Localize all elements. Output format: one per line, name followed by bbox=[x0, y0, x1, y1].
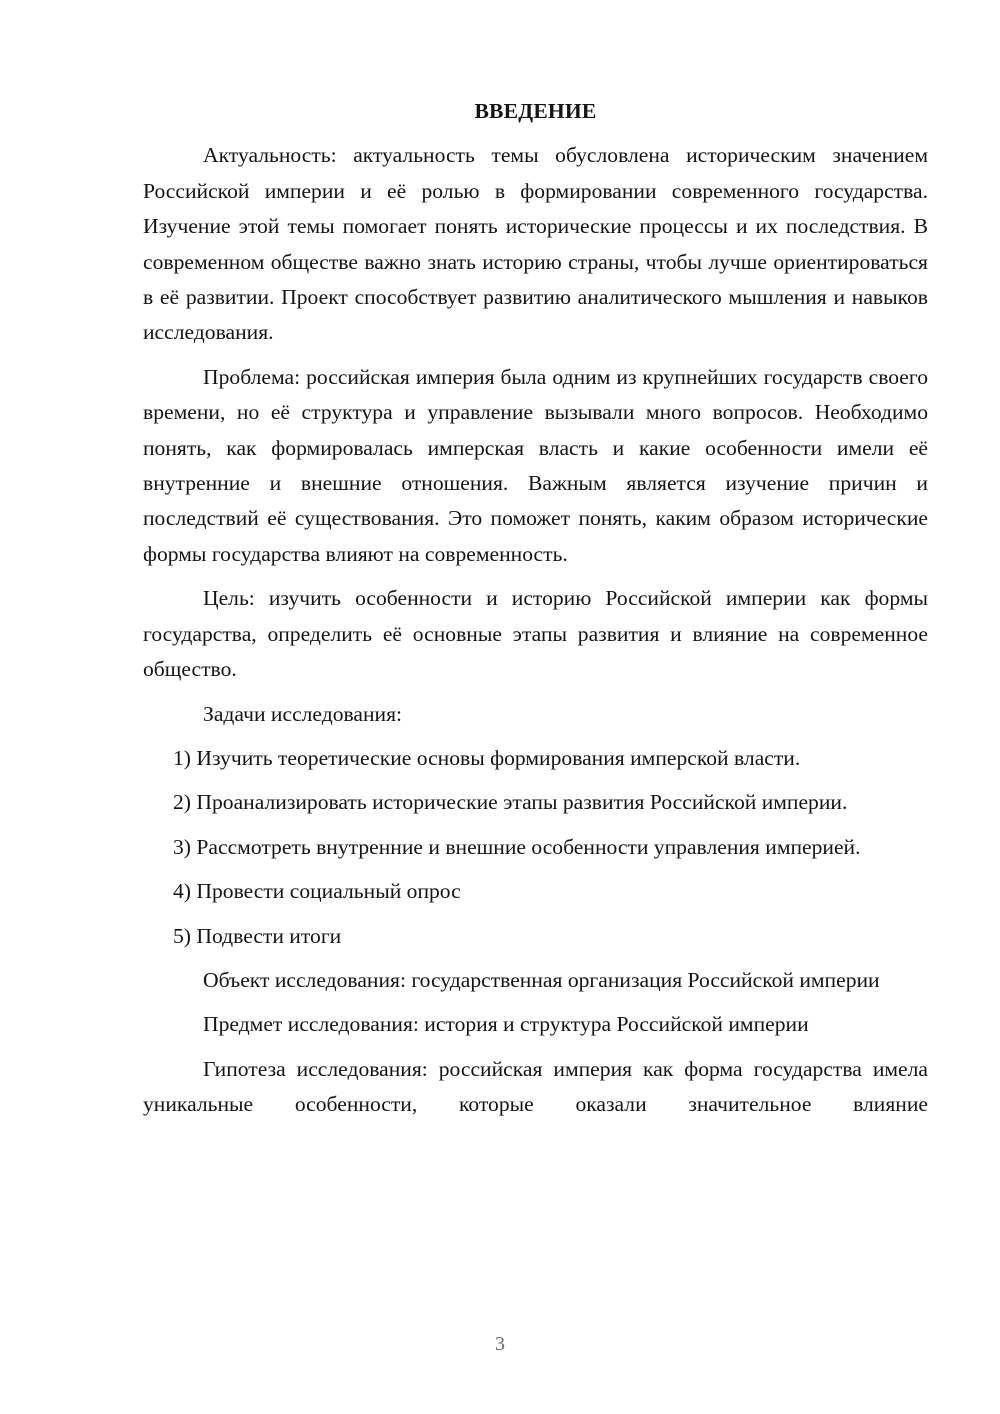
problem-paragraph: Проблема: российская империя была одним из крупнейших государств своего времени, но её структура и управление вызывали много вопросов. Необходимо понять, как формировалась имперская власть и какие особенности имели её внутренние и внешние отношения. Важным является изучение причин и последствий её существования. Это поможет понять, каким образом исторические формы государства влияют на современность. bbox=[143, 364, 928, 566]
task-item-5: 5) Подвести итоги bbox=[173, 923, 342, 948]
tasks-heading: Задачи исследования: bbox=[203, 701, 403, 726]
task-item-3: 3) Рассмотреть внутренние и внешние особенности управления империей. bbox=[173, 834, 861, 859]
hypothesis-paragraph: Гипотеза исследования: российская империя как форма государства имела уникальные особенности, которые оказали значительное влияние bbox=[143, 1056, 928, 1117]
goal-paragraph: Цель: изучить особенности и историю Российской империи как формы государства, определить её основные этапы развития и влияние на современное общество. bbox=[143, 586, 928, 682]
relevance-paragraph: Актуальность: актуальность темы обусловлена историческим значением Российской империи и её ролью в формировании современного государства. Изучение этой темы помогает понять исторические процессы и их последствия. В современном обществе важно знать историю страны, чтобы лучше ориентироваться в её развитии. Проект способствует развитию аналитического мышления и навыков исследования. bbox=[143, 143, 928, 345]
section-title: ВВЕДЕНИЕ bbox=[474, 99, 597, 123]
task-item-4: 4) Провести социальный опрос bbox=[173, 879, 461, 904]
subject-paragraph: Предмет исследования: история и структура Российской империи bbox=[203, 1012, 809, 1037]
task-item-1: 1) Изучить теоретические основы формирования имперской власти. bbox=[173, 745, 801, 770]
page-content bbox=[143, 94, 928, 1132]
page-number: 3 bbox=[495, 1333, 505, 1355]
task-item-2: 2) Проанализировать исторические этапы развития Российской империи. bbox=[173, 790, 848, 815]
object-paragraph: Объект исследования: государственная организация Российской империи bbox=[203, 967, 880, 992]
